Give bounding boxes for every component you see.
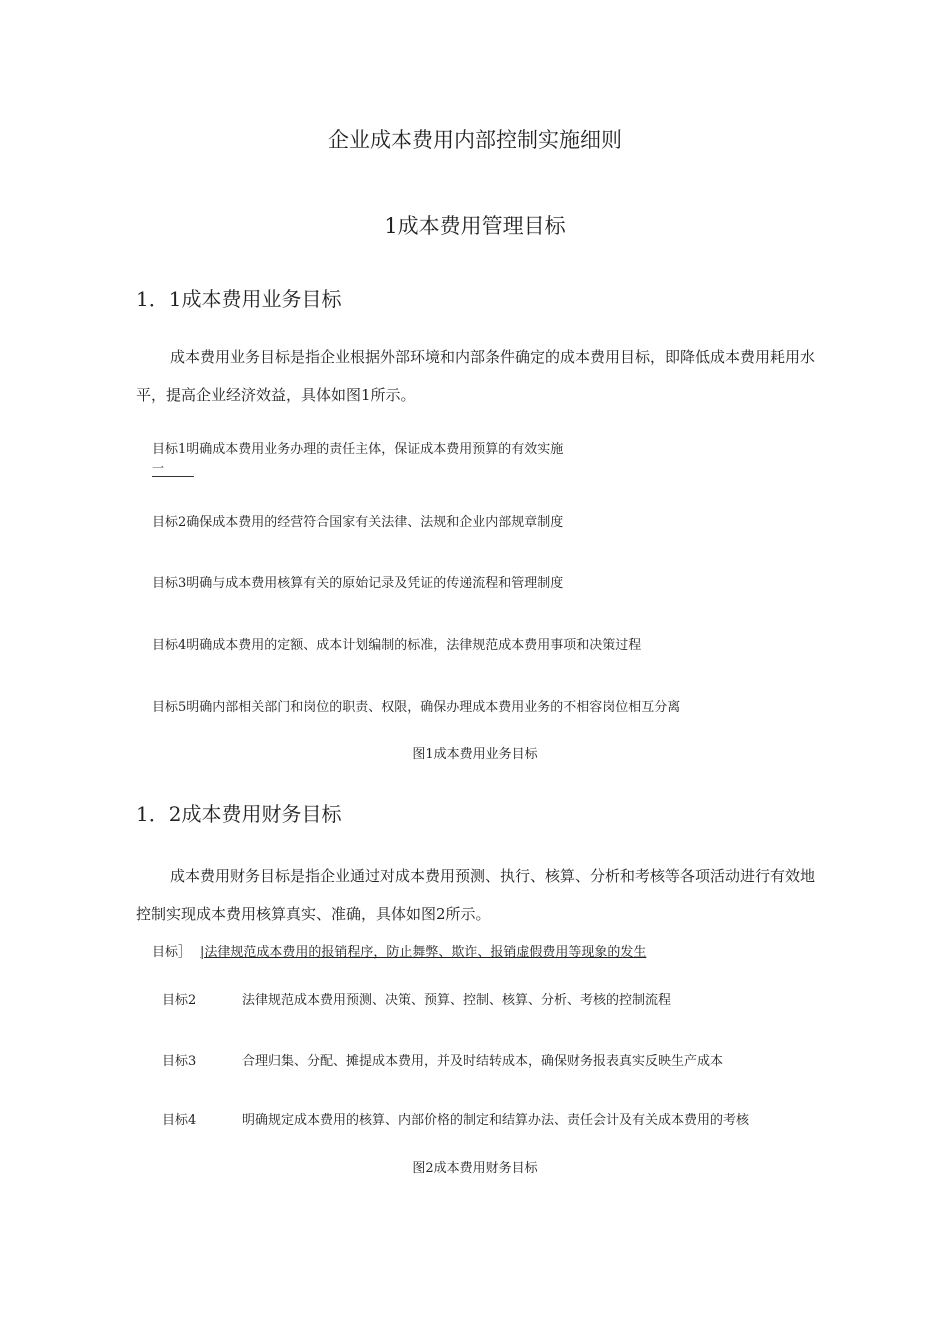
fin-target-4-label: 目标4 <box>162 1113 197 1128</box>
biz-target-4: 目标4明确成本费用的定额、成本计划编制的标准，法律规范成本费用事项和决策过程 <box>152 638 642 653</box>
section-1-2-heading: 1．2成本费用财务目标 <box>136 802 342 826</box>
biz-target-mark: 一 <box>152 461 165 475</box>
section-1-1-paragraph <box>136 338 820 414</box>
fin-target-2-label: 目标2 <box>162 993 197 1008</box>
biz-target-1: 目标1明确成本费用业务办理的责任主体，保证成本费用预算的有效实施 <box>152 442 564 457</box>
biz-target-2: 目标2确保成本费用的经营符合国家有关法律、法规和企业内部规章制度 <box>152 515 564 530</box>
fin-target-1-text: |法律规范成本费用的报销程序，防止舞弊、欺诈、报销虚假费用等现象的发生 <box>200 945 647 960</box>
section-1-2-paragraph <box>136 857 820 933</box>
fin-target-2-text: 法律规范成本费用预测、决策、预算、控制、核算、分析、考核的控制流程 <box>242 993 672 1008</box>
figure-1-caption: 图1成本费用业务目标 <box>412 747 538 762</box>
biz-target-5: 目标5明确内部相关部门和岗位的职责、权限，确保办理成本费用业务的不相容岗位相互分离 <box>152 700 681 715</box>
fin-target-3-label: 目标3 <box>162 1054 197 1069</box>
fin-target-3-text: 合理归集、分配、摊提成本费用，并及时结转成本，确保财务报表真实反映生产成本 <box>242 1054 724 1069</box>
paragraph-text: 成本费用业务目标是指企业根据外部环境和内部条件确定的成本费用目标，即降低成本费用耗用水平，提高企业经济效益，具体如图1所示。 <box>136 348 816 404</box>
biz-target-3: 目标3明确与成本费用核算有关的原始记录及凭证的传递流程和管理制度 <box>152 576 564 591</box>
paragraph-text: 成本费用财务目标是指企业通过对成本费用预测、执行、核算、分析和考核等各项活动进行有效地控制实现成本费用核算真实、准确，具体如图2所示。 <box>136 867 816 923</box>
fin-target-4-text: 明确规定成本费用的核算、内部价格的制定和结算办法、责任会计及有关成本费用的考核 <box>242 1113 750 1128</box>
section-1-1-heading: 1．1成本费用业务目标 <box>136 287 342 311</box>
figure-2-caption: 图2成本费用财务目标 <box>412 1161 538 1176</box>
chapter-title: 1成本费用管理目标 <box>384 214 566 238</box>
fin-target-1-label: 目标］ <box>152 945 192 960</box>
biz-target-divider <box>152 476 194 477</box>
document-title: 企业成本费用内部控制实施细则 <box>328 128 622 152</box>
